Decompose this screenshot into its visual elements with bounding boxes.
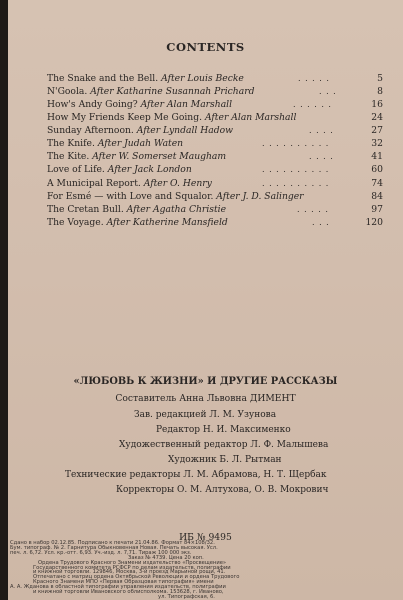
leader-dots: . . . . . . . . . . (262, 179, 330, 188)
credit-line: Зав. редакцией Л. М. Узунова (134, 410, 277, 420)
story-title: Sunday Afternoon. (47, 125, 134, 136)
credit-line: Художник Б. Л. Рытман (168, 455, 282, 465)
story-title: For Esmé — with Love and Squalor. (47, 191, 214, 202)
story-title: A Municipal Report. (47, 178, 141, 189)
leader-dots: . . . . . (297, 205, 329, 214)
toc-entry (47, 191, 383, 203)
page-number: 97 (371, 204, 383, 215)
story-title: N'Goola. (47, 86, 88, 97)
imprint-line: Отпечатано с матриц ордена Октябрьской Революции и ордена Трудового (33, 574, 240, 581)
imprint-line: А. А. Жданова в областной типографии управления издательств, полиграфии (10, 584, 226, 591)
story-author: After Lyndall Hadow (136, 125, 234, 136)
book-title: «ЛЮБОВЬ К ЖИЗНИ» И ДРУГИЕ РАССКАЗЫ (73, 376, 338, 387)
book-page (8, 0, 403, 600)
page-number: 60 (371, 164, 383, 175)
toc-entry (47, 151, 383, 163)
isbn-line: ИБ № 9495 (179, 532, 232, 543)
story-title: How My Friends Keep Me Going. (47, 112, 203, 123)
leader-dots: . . . (312, 218, 330, 227)
toc-entry (47, 217, 383, 229)
toc-entry (47, 73, 383, 85)
credit-line: Редактор Н. И. Максименко (156, 425, 291, 435)
story-title: The Voyage. (47, 217, 104, 228)
imprint-line: Государственного комитета РСФСР по делам издательств, полиграфии (33, 564, 231, 571)
story-title: The Cretan Bull. (47, 204, 124, 215)
toc-entry (47, 99, 383, 111)
contents-heading: CONTENTS (166, 40, 245, 54)
imprint-line: Бум. типограф. № 2. Гарнитура Обыкновенная Новая. Печать высокая. Усл. (10, 544, 218, 551)
toc-entry (47, 204, 383, 216)
credit-line: Корректоры О. М. Алтухова, О. В. Мокрович (116, 485, 329, 495)
toc-entry (47, 178, 383, 190)
story-author: After Alan Marshall (140, 99, 233, 110)
page-number: 74 (371, 178, 383, 189)
imprint-line: Сдано в набор 02.12.85. Подписано к печати 21.04.86. Формат 84×108/32. (10, 540, 215, 546)
story-author: After W. Somerset Maugham (92, 151, 227, 162)
story-author: After Agatha Christie (126, 204, 227, 215)
page-number: 84 (371, 191, 383, 202)
credit-line: Технические редакторы Л. М. Абрамова, Н. Т. Щербак (65, 470, 327, 480)
imprint-line: и книжной торговли. 129846, Москва, 3-й проезд Марьиной рощи, 41. (33, 569, 226, 576)
leader-dots: . . . . (309, 126, 334, 135)
story-title: The Kite. (47, 151, 90, 162)
imprint-line: и книжной торговли Ивановского облисполкома. 153628, г. Иваново, (33, 589, 224, 595)
story-author: After Jack London (107, 164, 192, 175)
page-number: 5 (377, 73, 383, 84)
page-number: 16 (371, 99, 383, 110)
credit-line: Художественный редактор Л. Ф. Малышева (119, 440, 329, 450)
compiler-line: Составитель Анна Львовна ДИМЕНТ (115, 393, 296, 404)
story-author: After Katherine Mansfield (106, 217, 228, 228)
imprint-line: Ордена Трудового Красного Знамени издательство «Просвещение» (38, 559, 227, 566)
imprint-line: Красного Знамени МПО «Первая Образцовая типография» имени (33, 579, 214, 586)
page-number: 24 (371, 112, 383, 123)
story-author: After Alan Marshall (204, 112, 297, 123)
leader-dots: . . . (319, 87, 337, 96)
imprint-line: печ. л. 6,72. Усл. кр.-отт. 6,93. Уч.-изд. л. 7,71. Тираж 100 000 экз. (10, 549, 192, 556)
toc-entry (47, 125, 383, 137)
story-author: After J. D. Salinger (216, 191, 304, 202)
page-number: 27 (371, 125, 383, 136)
story-author: After Judah Waten (97, 138, 184, 149)
leader-dots: . . . . . (298, 74, 330, 83)
page-number: 120 (365, 217, 383, 228)
story-author: After Louis Becke (161, 73, 244, 84)
leader-dots: . . . . (309, 152, 334, 161)
story-title: How's Andy Going? (47, 99, 138, 110)
story-title: The Knife. (47, 138, 95, 149)
imprint-line: ул. Типографская, 6. (158, 593, 215, 600)
toc-entry (47, 164, 383, 176)
toc-entry (47, 138, 383, 150)
story-title: Love of Life. (47, 164, 105, 175)
leader-dots: . . . . . . . . . . (262, 165, 330, 174)
story-author: After Katharine Susannah Prichard (90, 86, 255, 97)
toc-entry (47, 112, 383, 124)
page-number: 8 (377, 86, 383, 97)
leader-dots: . . . . . . . . . . (262, 139, 330, 148)
page-number: 32 (371, 138, 383, 149)
story-author: After O. Henry (143, 178, 212, 189)
page-number: 41 (371, 151, 383, 162)
leader-dots: . . . . . . (293, 100, 332, 109)
toc-entry (47, 86, 383, 98)
imprint-line: Заказ № 4739. Цена 20 коп. (128, 554, 204, 561)
story-title: The Snake and the Bell. (47, 73, 159, 84)
